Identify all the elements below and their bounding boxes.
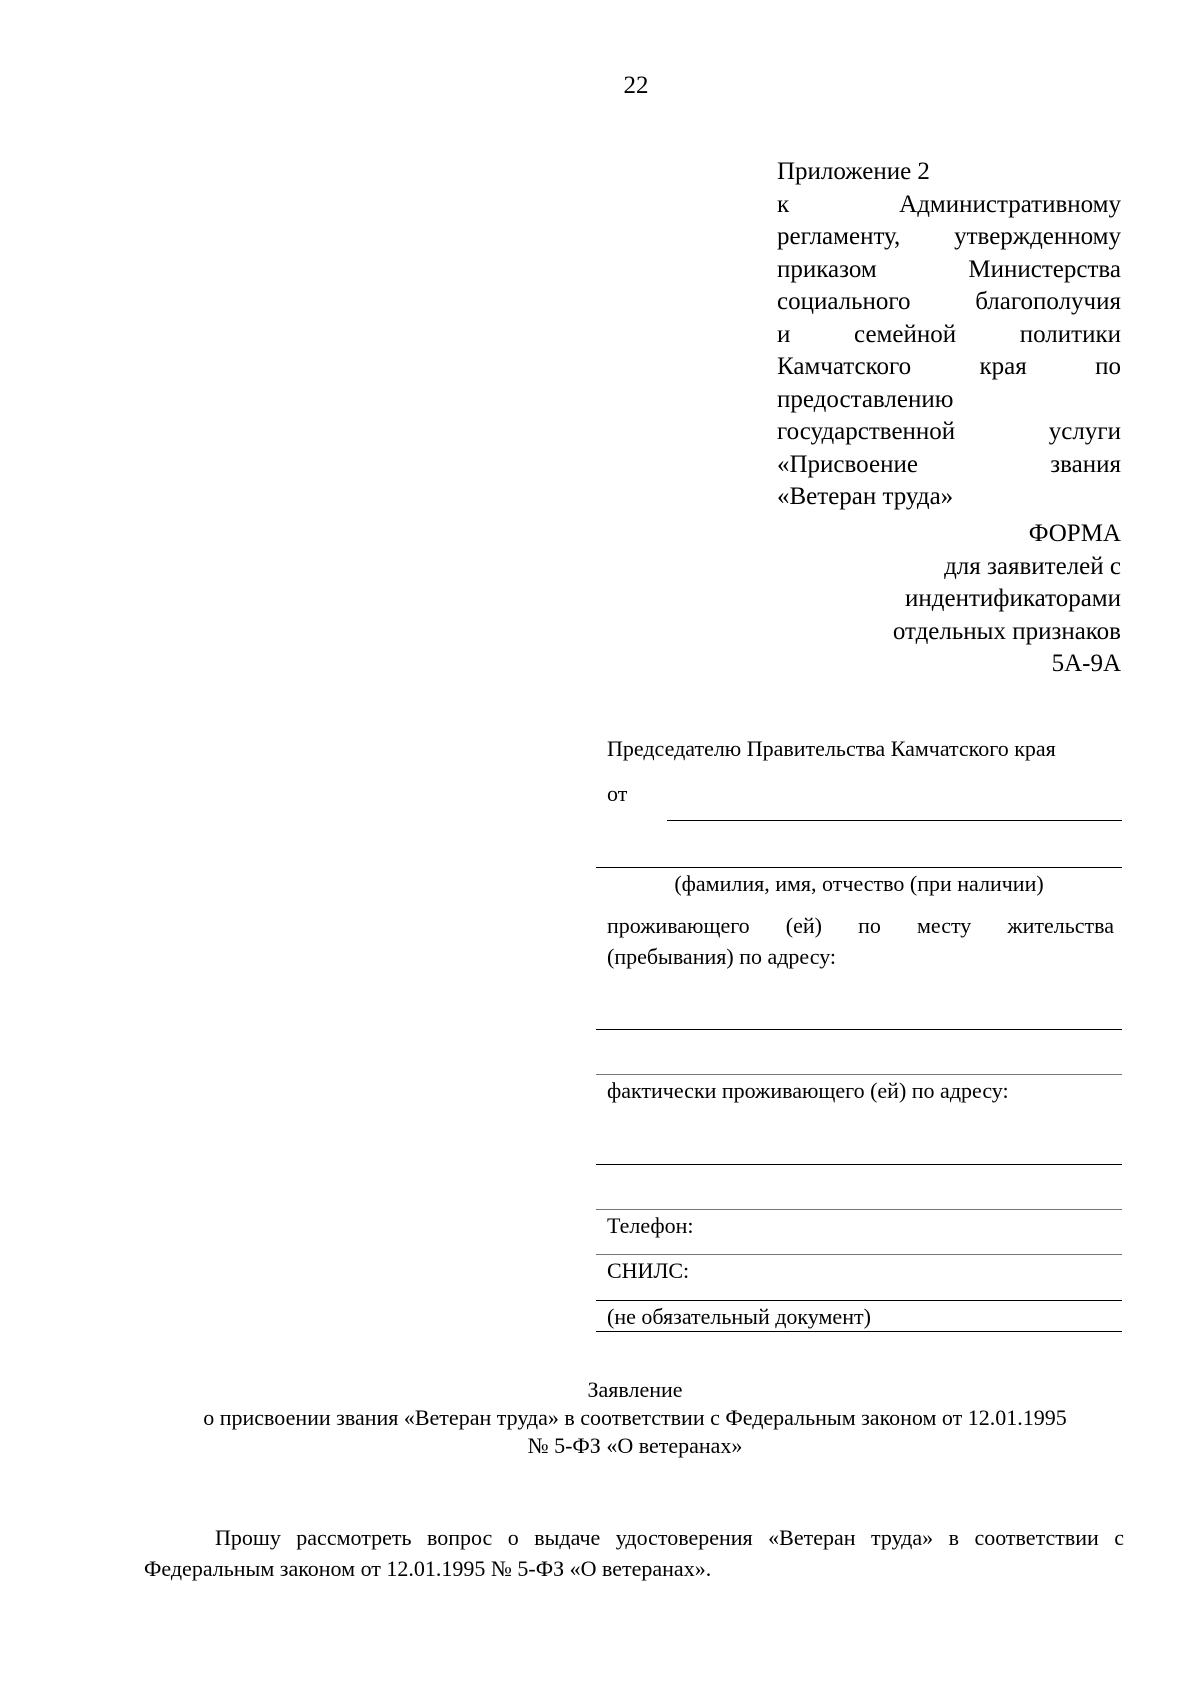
form-label-line: отдельных признаков: [892, 617, 1121, 645]
statement-subtitle-line: № 5-ФЗ «О ветеранах»: [527, 1433, 743, 1458]
statement-subtitle-line: о присвоении звания «Ветеран труда» в соответствии с Федеральным законом от 12.01.1995: [203, 1405, 1067, 1430]
phone-line[interactable]: [596, 1254, 1122, 1255]
appendix-line: социального благополучия: [777, 288, 1121, 315]
appendix-line: к Административному: [777, 190, 1121, 218]
residence-address-line-1[interactable]: [596, 1029, 1122, 1030]
appendix-line: регламенту, утвержденному: [777, 223, 1121, 250]
from-label: от: [607, 781, 628, 806]
statement-body: [144, 1522, 1124, 1584]
optional-note: (не обязательный документ): [607, 1304, 871, 1329]
page-number: 22: [623, 72, 649, 99]
appendix-line: приказом Министерства: [777, 255, 1121, 283]
from-name-line[interactable]: [667, 820, 1122, 821]
appendix-header: [777, 156, 1121, 514]
name-line[interactable]: [596, 867, 1122, 868]
appendix-line: «Присвоение звания: [777, 450, 1121, 478]
appendix-line: предоставлению: [777, 385, 954, 413]
form-label-line: для заявителей с: [944, 552, 1121, 580]
addressee: Председателю Правительства Камчатского края: [607, 736, 1056, 761]
name-caption: (фамилия, имя, отчество (при наличии): [674, 871, 1044, 896]
appendix-line: государственной услуги: [777, 418, 1121, 445]
statement-body-line: Прошу рассмотреть вопрос о выдаче удостоверения «Ветеран труда» в соответствии с: [215, 1525, 1124, 1550]
form-label: [760, 518, 1121, 681]
residence-address-label: [607, 910, 1114, 972]
residence-label-line: проживающего (ей) по месту жительства: [607, 913, 1114, 938]
actual-address-line-2[interactable]: [596, 1209, 1122, 1210]
form-code: 5А-9А: [1051, 650, 1121, 677]
appendix-line: Приложение 2: [777, 158, 930, 185]
snils-line[interactable]: [596, 1300, 1122, 1301]
optional-note-underline: [596, 1331, 1122, 1332]
statement-title: Заявление: [587, 1377, 683, 1402]
actual-address-label: фактически проживающего (ей) по адресу:: [607, 1078, 1009, 1103]
phone-label: Телефон:: [607, 1213, 694, 1238]
actual-address-line-1[interactable]: [596, 1164, 1122, 1165]
form-label-line: индентификаторами: [905, 585, 1121, 612]
snils-label: СНИЛС:: [607, 1258, 690, 1283]
residence-address-line-2[interactable]: [596, 1074, 1122, 1075]
appendix-line: «Ветеран труда»: [777, 483, 954, 510]
statement-body-line: Федеральным законом от 12.01.1995 № 5-ФЗ «О ветеранах».: [144, 1556, 712, 1581]
form-title: ФОРМА: [1028, 520, 1121, 547]
appendix-line: Камчатского края по: [777, 353, 1121, 380]
residence-label-line: (пребывания) по адресу:: [607, 944, 837, 969]
appendix-line: и семейной политики: [777, 320, 1121, 348]
